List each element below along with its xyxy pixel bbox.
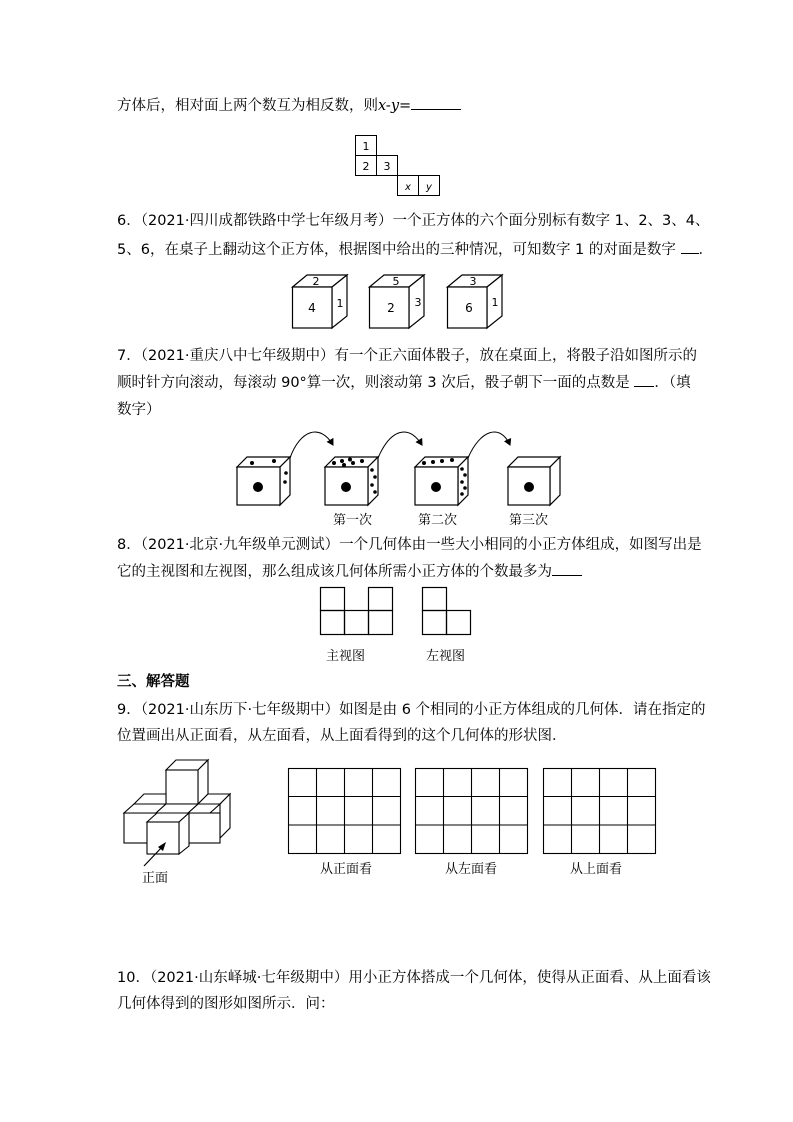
cube2-top: 5 [392, 275, 400, 288]
q7-line2-end: ．（填 [654, 375, 691, 391]
six-cube-solid [122, 758, 242, 868]
cube2-front: 2 [387, 301, 395, 315]
q6-line2-text: 5、6，在桌子上翻动这个正方体，根据图中给出的三种情况，可知数字 1 的对面是数字 [117, 242, 676, 258]
cube3-top: 3 [469, 275, 477, 288]
q5-expression: x-y= [378, 98, 412, 114]
cube1-top: 2 [312, 275, 320, 288]
q8-line1: 8．（2021·北京·九年级单元测试）一个几何体由一些大小相同的小正方体组成，如图写出是 [117, 537, 702, 553]
numbered-cube-2 [369, 272, 439, 330]
dice-caption-2: 第二次 [418, 513, 458, 528]
q7-line3: 数字） [117, 402, 161, 418]
cube1-front: 4 [308, 301, 316, 315]
q5-text [117, 95, 461, 116]
cube3-side: 1 [491, 296, 499, 309]
dice-rolling-figure [230, 425, 570, 507]
q9-line1: 9．（2021·山东历下·七年级期中）如图是由 6 个相同的小正方体组成的几何体．请在指定的 [117, 702, 706, 718]
q7-line2 [117, 372, 691, 393]
q7-line1: 7．（2021·重庆八中七年级期中）有一个正六面体骰子，放在桌面上，将骰子沿如图所示的 [117, 348, 697, 364]
q8-answer-blank [552, 561, 582, 576]
roll-arrow-1 [290, 432, 333, 458]
dice-caption-3: 第三次 [509, 513, 549, 528]
left-view-grid [422, 587, 474, 637]
answer-grid-top[interactable] [543, 768, 657, 856]
q6-line2: 5、6，在桌子上翻动这个正方体，根据图中给出的三种情况，可知数字 1 的对面是数字 ． [117, 239, 713, 260]
q9-line2: 位置画出从正面看，从左面看，从上面看得到的这个几何体的形状图． [117, 728, 567, 744]
die-after-roll-3 [508, 457, 560, 505]
net-cell-x: x [405, 182, 411, 193]
net-cell-2: 2 [362, 160, 370, 173]
grid-caption-left: 从左面看 [445, 862, 498, 877]
section-title: 三、解答题 [117, 674, 190, 690]
die-after-roll-1 [325, 457, 378, 505]
net-cell-3: 3 [383, 160, 391, 173]
roll-arrow-3 [468, 432, 510, 458]
q5-cube-net [355, 135, 445, 197]
net-cell-1: 1 [362, 140, 370, 153]
numbered-cube-1 [292, 272, 362, 330]
q6-line1: 6．（2021·四川成都铁路中学七年级月考）一个正方体的六个面分别标有数字 1、2、3、4、 [117, 213, 710, 229]
net-cell-y: y [426, 182, 432, 193]
numbered-cube-3 [447, 272, 517, 330]
q8-line2 [117, 561, 582, 582]
front-direction-label: 正面 [142, 871, 169, 886]
die-start [237, 457, 290, 505]
q8-line2-text: 它的主视图和左视图，那么组成该几何体所需小正方体的个数最多为 [117, 564, 552, 580]
grid-caption-top: 从上面看 [570, 862, 623, 877]
left-view-caption: 左视图 [426, 649, 466, 664]
dice-caption-1: 第一次 [333, 513, 373, 528]
front-view-grid [320, 587, 395, 637]
cube3-front: 6 [465, 301, 473, 315]
cube1-side: 1 [336, 297, 344, 310]
answer-grid-left[interactable] [415, 768, 529, 856]
roll-arrow-2 [378, 432, 422, 458]
cube2-side: 3 [414, 296, 422, 309]
front-view-caption: 主视图 [326, 649, 366, 664]
answer-grid-front[interactable] [288, 768, 402, 856]
q10-line2: 几何体得到的图形如图所示．问： [117, 996, 335, 1012]
grid-caption-front: 从正面看 [320, 862, 373, 877]
q5-answer-blank [411, 95, 461, 110]
die-after-roll-2 [415, 457, 468, 505]
q10-line1: 10．（2021·山东峄城·七年级期中）用小正方体搭成一个几何体，使得从正面看、从上面看该 [117, 970, 711, 986]
q7-answer-blank [634, 372, 654, 387]
q7-line2-text: 顺时针方向滚动，每滚动 90°算一次，则滚动第 3 次后，骰子朝下一面的点数是 [117, 375, 630, 391]
q5-text-main: 方体后，相对面上两个数互为相反数，则 [117, 98, 378, 114]
q6-answer-blank [681, 239, 699, 254]
